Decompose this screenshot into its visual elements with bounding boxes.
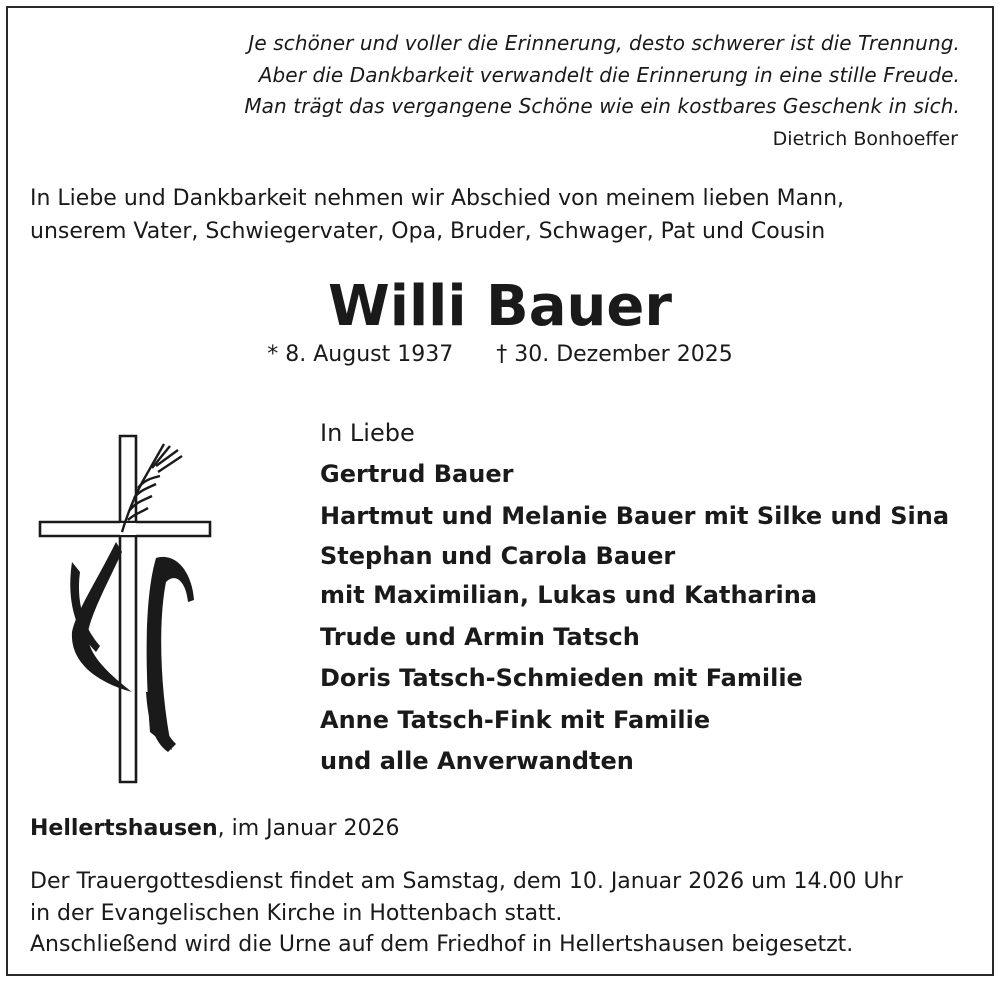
place-date: , im Januar 2026 bbox=[217, 816, 400, 841]
mourner-entry: und alle Anverwandten bbox=[320, 747, 634, 775]
mourners-list bbox=[320, 414, 949, 783]
quote-line: Aber die Dankbarkeit verwandelt die Erinnerung in eine stille Freude. bbox=[258, 62, 960, 87]
mourner-entry: Hartmut und Melanie Bauer mit Silke und Sina bbox=[320, 501, 950, 530]
service-line: Der Trauergottesdienst findet am Samstag, dem 10. Januar 2026 um 14.00 Uhr bbox=[30, 869, 903, 894]
service-line: in der Evangelischen Kirche in Hottenbach statt. bbox=[30, 900, 563, 926]
mourner-entry: Stephan und Carola Bauer bbox=[320, 542, 676, 570]
intro-text bbox=[30, 182, 844, 248]
mourners-lead: In Liebe bbox=[320, 419, 415, 447]
place-town: Hellertshausen bbox=[30, 816, 218, 841]
mourner-entry: Doris Tatsch-Schmieden mit Familie bbox=[320, 664, 803, 692]
cross-with-wheat-icon bbox=[36, 432, 216, 786]
intro-line: In Liebe und Dankbarkeit nehmen wir Abschied von meinem lieben Mann, bbox=[30, 186, 845, 211]
place-and-date bbox=[30, 816, 400, 841]
death-date: † 30. Dezember 2025 bbox=[496, 342, 733, 367]
quote-line: Man trägt das vergangene Schöne wie ein kostbares Geschenk in sich. bbox=[244, 94, 960, 118]
birth-date: * 8. August 1937 bbox=[267, 342, 454, 367]
mourner-entry: Gertrud Bauer bbox=[320, 460, 514, 488]
quote-author: Dietrich Bonhoeffer bbox=[772, 128, 958, 150]
intro-line: unserem Vater, Schwiegervater, Opa, Bruder, Schwager, Pat und Cousin bbox=[30, 219, 826, 244]
mourner-entry: Trude und Armin Tatsch bbox=[320, 622, 640, 651]
service-line: Anschließend wird die Urne auf dem Friedhof in Hellertshausen beigesetzt. bbox=[30, 932, 854, 957]
life-dates bbox=[0, 342, 1000, 367]
quote-line: Je schöner und voller die Erinnerung, desto schwerer ist die Trennung. bbox=[248, 31, 960, 55]
mourner-entry: mit Maximilian, Lukas und Katharina bbox=[320, 581, 818, 609]
deceased-name: Willi Bauer bbox=[328, 274, 672, 339]
service-info bbox=[30, 866, 903, 961]
mourner-entry: Anne Tatsch-Fink mit Familie bbox=[320, 705, 711, 734]
bonhoeffer-quote bbox=[244, 28, 960, 123]
